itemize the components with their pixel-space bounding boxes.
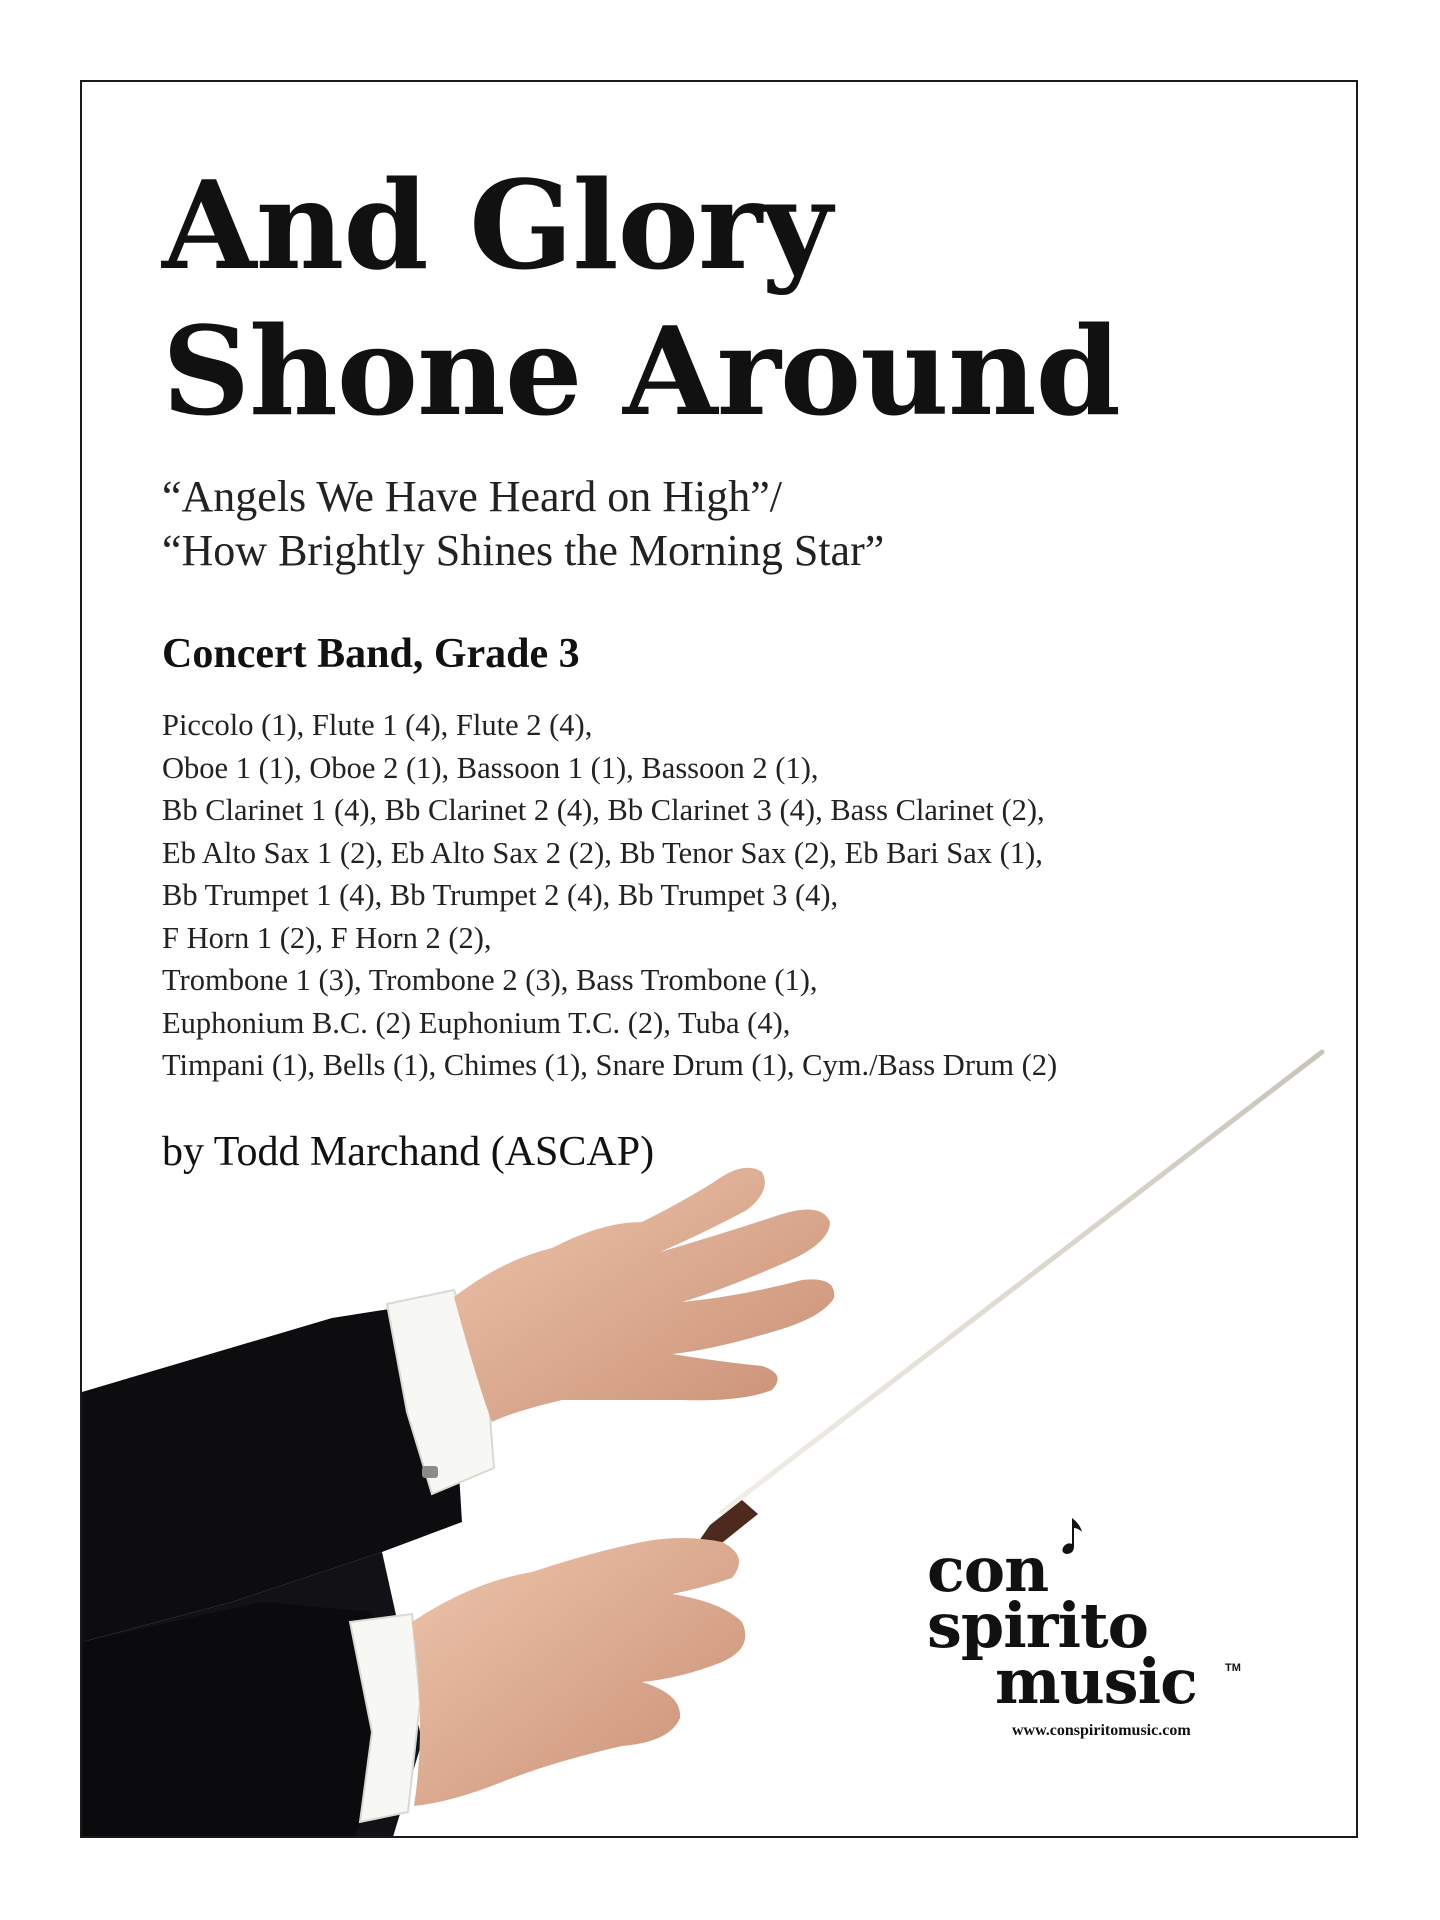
- publisher-website: www.conspiritomusic.com: [1012, 1722, 1191, 1739]
- instrument-line: Euphonium B.C. (2) Euphonium T.C. (2), Tuba (4),: [162, 1005, 791, 1040]
- instrument-line: Piccolo (1), Flute 1 (4), Flute 2 (4),: [162, 708, 593, 742]
- composer-credit: by Todd Marchand (ASCAP): [162, 1129, 655, 1175]
- title-line-1: And Glory: [162, 153, 832, 297]
- instrument-line: Oboe 1 (1), Oboe 2 (1), Bassoon 1 (1), Bassoon 2 (1),: [162, 750, 819, 785]
- instrument-line: Bb Trumpet 1 (4), Bb Trumpet 2 (4), Bb Trumpet 3 (4),: [162, 878, 839, 912]
- logo-word-spirito: spirito: [927, 1589, 1149, 1662]
- subtitle-line-1: “Angels We Have Heard on High”/: [162, 472, 782, 521]
- instrument-line: Trombone 1 (3), Trombone 2 (3), Bass Trombone (1),: [162, 963, 818, 997]
- cover-frame: [80, 80, 1358, 1838]
- upper-hand: [454, 1168, 834, 1422]
- instrument-line: Timpani (1), Bells (1), Chimes (1), Snare Drum (1), Cym./Bass Drum (2): [162, 1048, 1058, 1082]
- music-note-icon: [1060, 1516, 1090, 1556]
- trademark-mark: TM: [1225, 1662, 1241, 1674]
- ensemble-grade: Concert Band, Grade 3: [162, 631, 580, 677]
- publisher-logo: [927, 1533, 1267, 1802]
- instrument-line: Eb Alto Sax 1 (2), Eb Alto Sax 2 (2), Bb Tenor Sax (2), Eb Bari Sax (1),: [162, 835, 1043, 870]
- lower-arm-sleeve: [82, 1602, 392, 1838]
- instrument-line: F Horn 1 (2), F Horn 2 (2),: [162, 920, 492, 955]
- title-line-2: Shone Around: [162, 299, 1120, 443]
- instrument-line: Bb Clarinet 1 (4), Bb Clarinet 2 (4), Bb Clarinet 3 (4), Bass Clarinet (2),: [162, 793, 1045, 827]
- logo-word-con: con: [927, 1533, 1049, 1606]
- logo-word-music: music: [995, 1645, 1197, 1718]
- lower-hand: [412, 1538, 745, 1806]
- subtitle-line-2: “How Brightly Shines the Morning Star”: [162, 526, 885, 575]
- cufflink: [422, 1466, 438, 1478]
